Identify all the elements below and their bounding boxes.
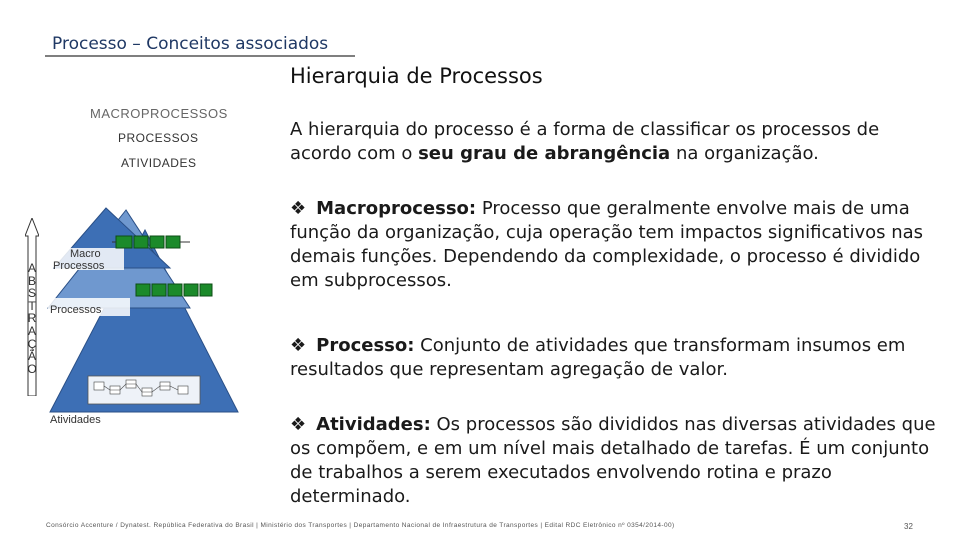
macro-process-chain — [112, 236, 190, 248]
bullet-text: Processo que geralmente envolve mais de uma função da organização, cuja operação tem impactos significativos nas demais funções. Dependendo da complexidade, o processo é dividido em subprocessos. — [290, 198, 924, 291]
intro-text-2: na organização. — [670, 143, 819, 164]
page-number: 32 — [904, 522, 913, 531]
pyramid-label-processos: Processos — [50, 304, 102, 316]
intro-paragraph — [290, 118, 940, 166]
footer-text: Consórcio Accenture / Dynatest. República Federativa do Brasil | Ministério dos Transportes | Departamento Nacional de Infraestrutura de Transportes | Edital RDC Eletrônico nº 0354/2014-00) — [46, 522, 675, 529]
level-label-processos: PROCESSOS — [118, 131, 199, 145]
bullet-text: Conjunto de atividades que transformam insumos em resultados que representam agregação de valor. — [290, 335, 906, 380]
bullet-text: Os processos são divididos nas diversas atividades que os compõem, e em um nível mais detalhado de tarefas. É um conjunto de trabalhos a serem executados envolvendo rotina e prazo determinado. — [290, 414, 936, 507]
pyramid-label-macro-processos: Processos — [53, 260, 105, 272]
diamond-bullet-icon: ❖ — [290, 414, 307, 435]
level-label-macroprocessos: MACROPROCESSOS — [90, 106, 228, 121]
diamond-bullet-icon: ❖ — [290, 198, 307, 219]
bullet-term: Atividades: — [316, 414, 431, 435]
bullet-atividades — [290, 413, 940, 509]
header-underline — [45, 55, 355, 57]
bullet-macroprocesso — [290, 197, 940, 293]
level-label-atividades: ATIVIDADES — [121, 156, 197, 170]
abstraction-label: ABSTRAÇÃO — [27, 261, 37, 376]
pyramid-label-macro: Macro — [70, 248, 101, 260]
bullet-term: Macroprocesso: — [316, 198, 477, 219]
pyramid-label-atividades: Atividades — [50, 414, 101, 426]
slide-title: Hierarquia de Processos — [290, 64, 543, 88]
bullet-term: Processo: — [316, 335, 415, 356]
process-chain — [136, 284, 212, 296]
activity-flow — [88, 376, 200, 404]
diamond-bullet-icon: ❖ — [290, 335, 307, 356]
bullet-processo — [290, 334, 940, 382]
intro-bold: seu grau de abrangência — [418, 143, 671, 164]
intro-text-1: A hierarquia do processo é a forma de classificar os processos de acordo com o — [290, 119, 880, 164]
header-title: Processo – Conceitos associados — [52, 34, 329, 54]
